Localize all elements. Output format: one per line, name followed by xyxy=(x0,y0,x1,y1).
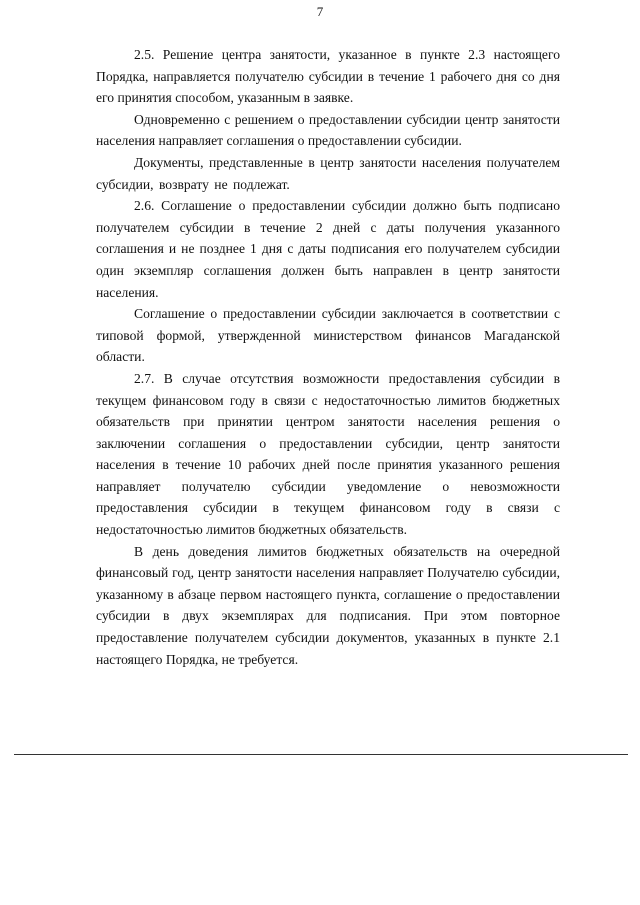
paragraph-limits-day: В день доведения лимитов бюджетных обязательств на очередной финансовый год, центр занятости населения направляет Получателю субсидии, указанному в абзаце первом настоящего пункта, соглашение о предоставлении субсидии в двух экземплярах для подписания. При этом повторное предоставление получателем субсидии документов, указанных в пункте 2.1 настоящего Порядка, не требуется. xyxy=(96,543,560,667)
paragraph-2-6: 2.6. Соглашение о предоставлении субсидии должно быть подписано получателем субсидии в течение 2 дней с даты получения указанного соглашения и не позднее 1 дня с даты подписания его получателем субсидии один экземпляр соглашения должен быть направлен в центр занятости населения. xyxy=(96,198,560,300)
paragraph-2-7: 2.7. В случае отсутствия возможности предоставления субсидии в текущем финансовом году в связи с недостаточностью лимитов бюджетных обязательств при принятии центром занятости населения решения о заключении соглашения о предоставлении субсидии, центр занятости населения в течение 10 рабочих дней после принятия указанного решения направляет получателю субсидии уведомление о невозможности предоставления субсидии в текущем финансовом году в связи с недостаточностью лимитов бюджетных обязательств. xyxy=(96,370,560,538)
paragraph-standard-form: Соглашение о предоставлении субсидии заключается в соответствии с типовой формой, утвержденной министерством финансов Магаданской области. xyxy=(96,306,560,365)
document-body xyxy=(96,44,560,670)
paragraph-agreement-sent: Одновременно с решением о предоставлении субсидии центр занятости населения направляет соглашения о предоставлении субсидии. xyxy=(96,111,560,149)
footer-divider xyxy=(14,754,628,755)
paragraph-2-5: 2.5. Решение центра занятости, указанное в пункте 2.3 настоящего Порядка, направляется получателю субсидии в течение 1 рабочего дня со дня его принятия способом, указанным в заявке. xyxy=(96,47,560,106)
paragraph-documents-not-returned: Документы, представленные в центр занятости населения получателем субсидии, возврату не подлежат. xyxy=(96,154,560,192)
page-number: 7 xyxy=(316,4,324,19)
